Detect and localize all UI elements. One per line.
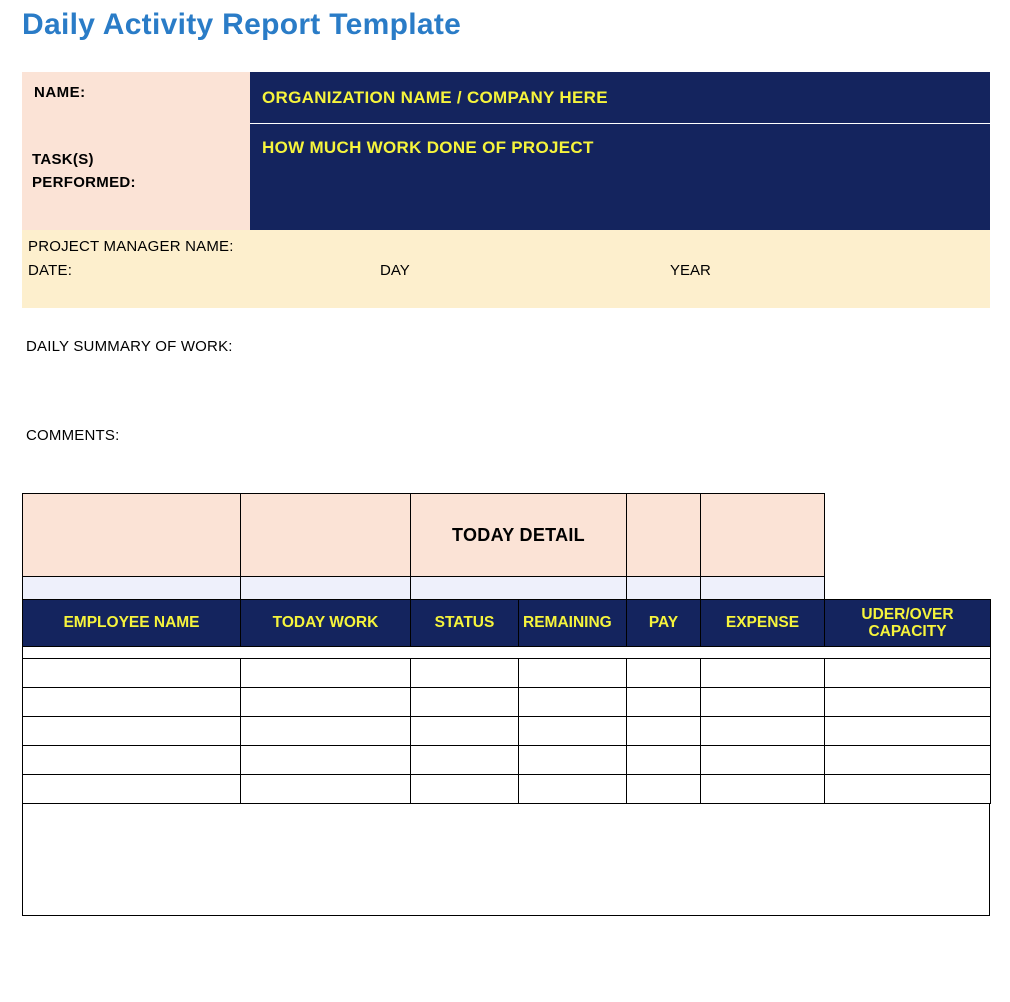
cell-expense[interactable] xyxy=(701,688,825,717)
cell-today-work[interactable] xyxy=(241,717,411,746)
cell-today-work[interactable] xyxy=(241,659,411,688)
cell-under-over-capacity[interactable] xyxy=(825,717,991,746)
subbanner-cell xyxy=(627,577,701,600)
page-title: Daily Activity Report Template xyxy=(22,8,462,41)
table-row[interactable] xyxy=(23,775,991,804)
cell-status[interactable] xyxy=(411,717,519,746)
cell-status[interactable] xyxy=(411,775,519,804)
spacer-cell xyxy=(23,647,991,659)
cell-remaining[interactable] xyxy=(519,659,627,688)
cell-under-over-capacity[interactable] xyxy=(825,659,991,688)
column-header-under-over-capacity: UDER/OVER CAPACITY xyxy=(825,600,991,647)
table-subbanner-row xyxy=(23,577,991,600)
identity-block xyxy=(22,72,990,230)
cell-status[interactable] xyxy=(411,746,519,775)
table-row[interactable] xyxy=(23,717,991,746)
detail-table xyxy=(22,493,990,916)
subbanner-cell xyxy=(701,577,825,600)
subbanner-cell xyxy=(411,577,627,600)
year-label: YEAR xyxy=(670,262,711,279)
banner-cell xyxy=(23,494,241,577)
cell-pay[interactable] xyxy=(627,717,701,746)
subbanner-cell xyxy=(241,577,411,600)
table-row[interactable] xyxy=(23,746,991,775)
column-header-pay: PAY xyxy=(627,600,701,647)
column-header-status: STATUS xyxy=(411,600,519,647)
cell-expense[interactable] xyxy=(701,717,825,746)
cell-under-over-capacity[interactable] xyxy=(825,688,991,717)
banner-cell xyxy=(627,494,701,577)
name-label: NAME: xyxy=(34,84,86,101)
identity-values xyxy=(250,72,990,230)
cell-under-over-capacity[interactable] xyxy=(825,746,991,775)
cell-expense[interactable] xyxy=(701,659,825,688)
daily-summary-label: DAILY SUMMARY OF WORK: xyxy=(26,338,233,355)
cell-pay[interactable] xyxy=(627,775,701,804)
project-manager-label: PROJECT MANAGER NAME: xyxy=(28,238,234,255)
column-header-remaining: REMAINING xyxy=(519,600,627,647)
day-label: DAY xyxy=(380,262,410,279)
cell-remaining[interactable] xyxy=(519,746,627,775)
cell-expense[interactable] xyxy=(701,746,825,775)
cell-remaining[interactable] xyxy=(519,717,627,746)
cell-pay[interactable] xyxy=(627,688,701,717)
today-detail-header: TODAY DETAIL xyxy=(411,494,627,577)
column-header-today-work: TODAY WORK xyxy=(241,600,411,647)
tasks-performed-value[interactable]: HOW MUCH WORK DONE OF PROJECT xyxy=(250,124,990,230)
table-spacer-row xyxy=(23,647,991,659)
cell-remaining[interactable] xyxy=(519,688,627,717)
cell-expense[interactable] xyxy=(701,775,825,804)
cell-status[interactable] xyxy=(411,659,519,688)
cell-employee-name[interactable] xyxy=(23,775,241,804)
cell-employee-name[interactable] xyxy=(23,688,241,717)
cell-status[interactable] xyxy=(411,688,519,717)
cell-today-work[interactable] xyxy=(241,746,411,775)
subbanner-cell xyxy=(23,577,241,600)
date-label: DATE: xyxy=(28,262,73,279)
cell-today-work[interactable] xyxy=(241,775,411,804)
notes-area[interactable] xyxy=(22,804,990,916)
comments-label: COMMENTS: xyxy=(26,427,120,444)
cell-employee-name[interactable] xyxy=(23,717,241,746)
column-header-employee-name: EMPLOYEE NAME xyxy=(23,600,241,647)
tasks-label-line1: TASK(S) xyxy=(32,151,94,168)
organization-value[interactable]: ORGANIZATION NAME / COMPANY HERE xyxy=(250,72,990,124)
table-banner-row xyxy=(23,494,991,577)
project-block xyxy=(22,230,990,308)
cell-remaining[interactable] xyxy=(519,775,627,804)
cell-under-over-capacity[interactable] xyxy=(825,775,991,804)
column-header-expense: EXPENSE xyxy=(701,600,825,647)
identity-labels xyxy=(22,72,250,230)
tasks-label-line2: PERFORMED: xyxy=(32,174,136,192)
table-row[interactable] xyxy=(23,688,991,717)
tasks-label xyxy=(32,148,136,195)
banner-cell xyxy=(701,494,825,577)
cell-today-work[interactable] xyxy=(241,688,411,717)
cell-pay[interactable] xyxy=(627,659,701,688)
cell-pay[interactable] xyxy=(627,746,701,775)
cell-employee-name[interactable] xyxy=(23,746,241,775)
table-row[interactable] xyxy=(23,659,991,688)
table-header-row xyxy=(23,600,991,647)
cell-employee-name[interactable] xyxy=(23,659,241,688)
banner-cell xyxy=(241,494,411,577)
